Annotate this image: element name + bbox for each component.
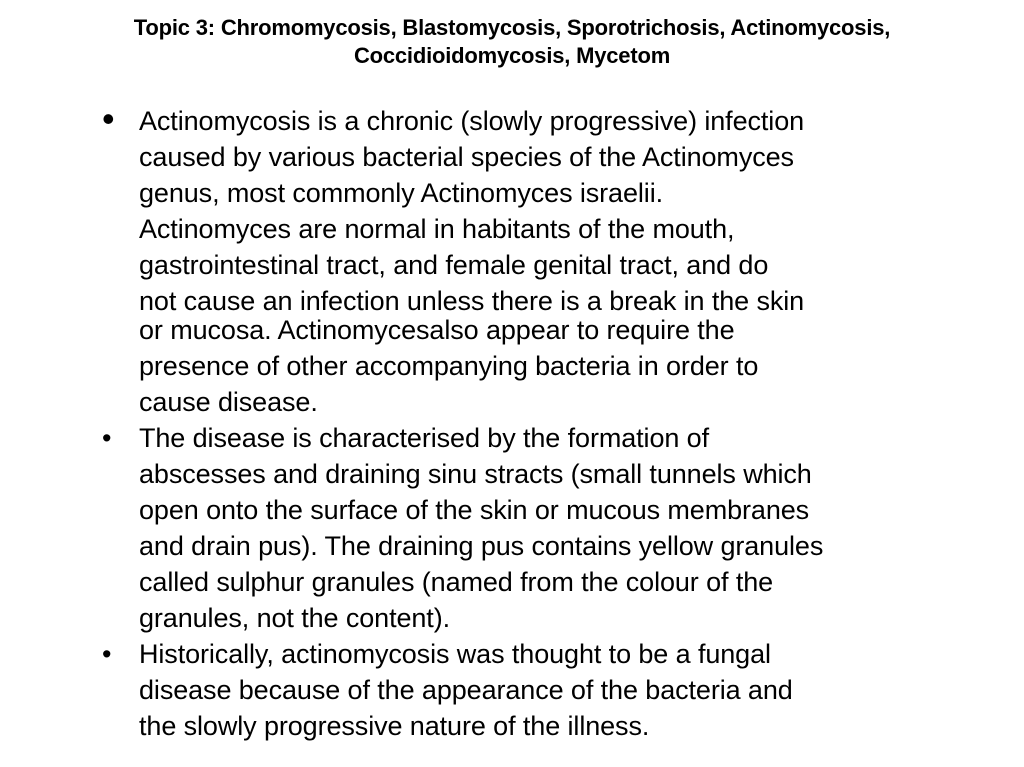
bullet-item bbox=[102, 98, 912, 420]
bullet-marker: • bbox=[102, 98, 115, 139]
bullet-text-line: not cause an infection unless there is a break in the skin bbox=[139, 286, 805, 316]
slide-title bbox=[40, 14, 984, 70]
bullet-marker: • bbox=[102, 639, 112, 669]
bullet-text-line: open onto the surface of the skin or mucous membranes bbox=[139, 495, 810, 525]
bullet-text-line: and drain pus). The draining pus contains yellow granules bbox=[139, 531, 824, 561]
bullet-text-line: presence of other accompanying bacteria in order to bbox=[139, 351, 759, 381]
bullet-list bbox=[102, 98, 912, 744]
bullet-text-line: genus, most commonly Actinomyces israelii. bbox=[139, 178, 663, 208]
bullet-text-line: Historically, actinomycosis was thought to be a fungal bbox=[139, 639, 771, 669]
bullet-marker: • bbox=[102, 423, 112, 453]
bullet-text-line: Actinomycosis is a chronic (slowly progressive) infection bbox=[139, 106, 805, 136]
bullet-text-line: or mucosa. Actinomycesalso appear to require the bbox=[139, 315, 735, 345]
title-line: Topic 3: Chromomycosis, Blastomycosis, Sporotrichosis, Actinomycosis, bbox=[133, 15, 891, 40]
bullet-item bbox=[102, 636, 912, 744]
bullet-text-line: disease because of the appearance of the bacteria and bbox=[139, 675, 793, 705]
bullet-text-line: Actinomyces are normal in habitants of the mouth, bbox=[139, 214, 735, 244]
title-line: Coccidioidomycosis, Mycetom bbox=[353, 43, 671, 68]
bullet-text-line: granules, not the content). bbox=[139, 603, 451, 633]
bullet-text-line: abscesses and draining sinu stracts (small tunnels which bbox=[139, 459, 812, 489]
bullet-item bbox=[102, 420, 912, 636]
bullet-text-line: the slowly progressive nature of the illness. bbox=[139, 711, 650, 741]
bullet-text-line: cause disease. bbox=[139, 387, 318, 417]
bullet-text-line: The disease is characterised by the formation of bbox=[139, 423, 709, 453]
bullet-text-line: caused by various bacterial species of the Actinomyces bbox=[139, 142, 794, 172]
bullet-text-line: called sulphur granules (named from the colour of the bbox=[139, 567, 774, 597]
bullet-text-line: gastrointestinal tract, and female genital tract, and do bbox=[139, 250, 769, 280]
